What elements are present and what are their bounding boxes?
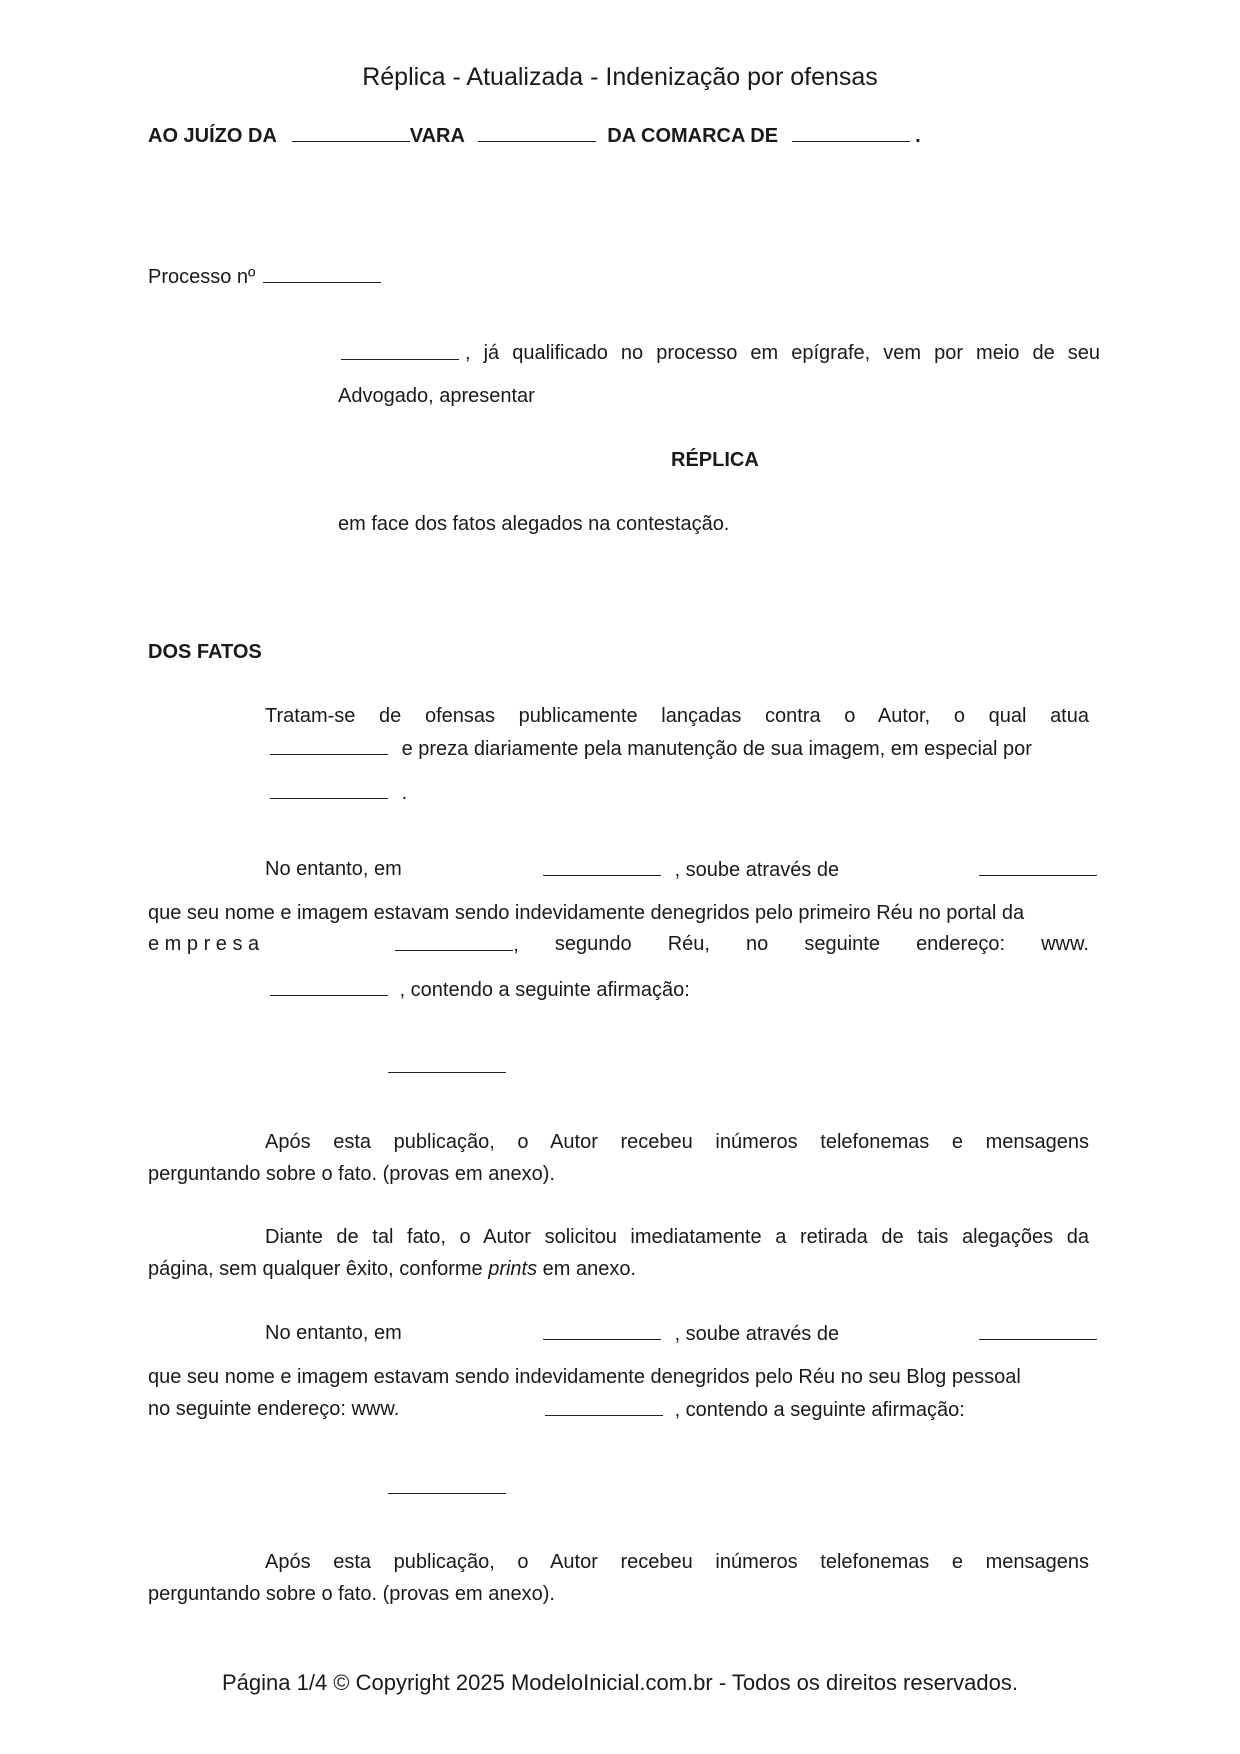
p2-line4 xyxy=(270,977,690,1002)
p2-www: www. xyxy=(1041,933,1089,955)
p5-line2: que seu nome e imagem estavam sendo indevidamente denegridos pelo Réu no seu Blog pessoal xyxy=(148,1366,1021,1388)
qualificado-text: , já qualificado no processo em epígrafe, vem por meio de seu xyxy=(465,342,1100,364)
comarca-label: DA COMARCA DE xyxy=(607,125,779,147)
vara-label: VARA xyxy=(409,125,465,147)
p4-line2-a: página, sem qualquer êxito, conforme xyxy=(148,1258,483,1280)
p4-line1: Diante de tal fato, o Autor solicitou imediatamente a retirada de tais alegações da xyxy=(265,1226,1089,1248)
p4-prints: prints xyxy=(488,1258,538,1280)
p5-url xyxy=(545,1397,965,1422)
dos-fatos-heading: DOS FATOS xyxy=(148,641,262,663)
qualificado-line1 xyxy=(341,341,1100,365)
p2-date xyxy=(543,857,839,882)
p5-source xyxy=(979,1321,1097,1346)
p5-soube: , soube através de xyxy=(674,1323,840,1345)
processo-label: Processo nº xyxy=(148,266,256,288)
blank-especial[interactable] xyxy=(270,780,388,799)
p2-source xyxy=(979,857,1097,882)
p2-reu: Réu, xyxy=(667,933,710,955)
p2-quote xyxy=(388,1054,506,1079)
em-face-line: em face dos fatos alegados na contestação. xyxy=(338,513,730,535)
blank-source-2[interactable] xyxy=(979,1321,1097,1340)
p1-period: . xyxy=(401,782,408,804)
blank-url-1[interactable] xyxy=(270,977,388,996)
p5-quote xyxy=(388,1475,506,1500)
p2-contendo: , contendo a seguinte afirmação: xyxy=(399,979,690,1001)
p5-contendo: , contendo a seguinte afirmação: xyxy=(674,1399,965,1421)
blank-quote-2[interactable] xyxy=(388,1475,506,1494)
header-period: . xyxy=(915,125,921,147)
blank-party-name[interactable] xyxy=(341,341,459,360)
p1-line2 xyxy=(270,736,1032,761)
blank-date-1[interactable] xyxy=(543,857,661,876)
blank-empresa[interactable] xyxy=(395,932,513,951)
blank-atuacao[interactable] xyxy=(270,736,388,755)
p1-line3 xyxy=(270,780,407,805)
p5-date xyxy=(543,1321,839,1346)
p5-no-entanto: No entanto, em xyxy=(265,1322,402,1344)
blank-url-2[interactable] xyxy=(545,1397,663,1416)
p1-line2-text: e preza diariamente pela manutenção de sua imagem, em especial por xyxy=(401,738,1032,760)
p2-line2: que seu nome e imagem estavam sendo indevidamente denegridos pelo primeiro Réu no portal da xyxy=(148,902,1025,924)
court-header xyxy=(148,123,921,148)
p2-comma: , xyxy=(513,934,519,956)
p4-line2 xyxy=(148,1257,636,1281)
blank-vara-number[interactable] xyxy=(292,123,410,142)
blank-date-2[interactable] xyxy=(543,1321,661,1340)
processo-line xyxy=(148,264,381,289)
p6-line2: perguntando sobre o fato. (provas em anexo). xyxy=(148,1583,555,1605)
qualificado-line2: Advogado, apresentar xyxy=(338,385,535,407)
blank-comarca[interactable] xyxy=(792,123,910,142)
blank-processo-number[interactable] xyxy=(263,264,381,283)
p2-soube: , soube através de xyxy=(674,859,840,881)
p4-line2-b: em anexo. xyxy=(542,1258,637,1280)
replica-heading: RÉPLICA xyxy=(671,449,759,471)
p2-line3 xyxy=(148,932,1089,957)
p6-line1: Após esta publicação, o Autor recebeu inúmeros telefonemas e mensagens xyxy=(265,1551,1089,1573)
document-title: Réplica - Atualizada - Indenização por ofensas xyxy=(362,63,878,91)
blank-source-1[interactable] xyxy=(979,857,1097,876)
p2-seguinte: seguinte xyxy=(804,933,880,955)
p2-empresa-blank xyxy=(295,932,519,957)
p2-no: no xyxy=(746,933,769,955)
p2-segundo: segundo xyxy=(554,933,632,955)
p1-line1: Tratam-se de ofensas publicamente lançadas contra o Autor, o qual atua xyxy=(265,705,1089,727)
blank-quote-1[interactable] xyxy=(388,1054,506,1073)
blank-vara-name[interactable] xyxy=(478,123,596,142)
page-footer: Página 1/4 © Copyright 2025 ModeloInicial.com.br - Todos os direitos reservados. xyxy=(222,1670,1018,1695)
p2-no-entanto: No entanto, em xyxy=(265,858,402,880)
p2-endereco: endereço: xyxy=(916,933,1006,955)
p5-line3: no seguinte endereço: www. xyxy=(148,1398,400,1420)
p3-line2: perguntando sobre o fato. (provas em anexo). xyxy=(148,1163,555,1185)
p2-empresa: e m p r e s a xyxy=(148,933,260,955)
p3-line1: Após esta publicação, o Autor recebeu inúmeros telefonemas e mensagens xyxy=(265,1131,1089,1153)
ao-juizo-label: AO JUÍZO DA xyxy=(148,125,277,147)
